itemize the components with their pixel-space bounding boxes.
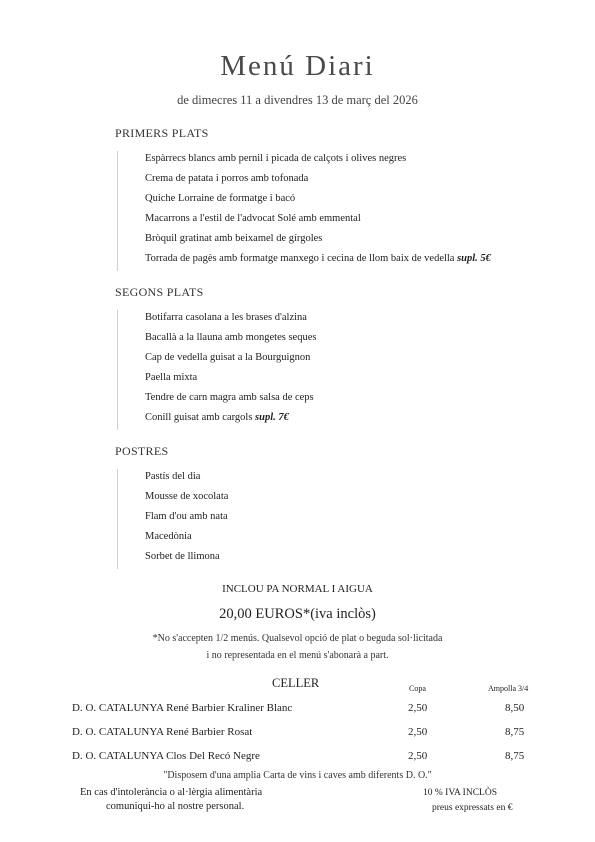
section-title-postres: POSTRES [115, 444, 169, 458]
dish-name: Cap de vedella guisat a la Bourguignon [145, 352, 311, 363]
dish-name: Macarrons a l'estil de l'advocat Solé amb emmental [145, 213, 361, 224]
dish-name: Flam d'ou amb nata [145, 511, 228, 522]
wine-name: D. O. CATALUNYA René Barbier Rosat [72, 726, 253, 738]
menu-dates: de dimecres 11 a divendres 13 de març del 2026 [177, 93, 418, 107]
supplement-price: supl. 7€ [255, 412, 289, 423]
list-item [145, 509, 228, 529]
section-title-primers: PRIMERS PLATS [115, 126, 209, 140]
list-item [145, 171, 491, 191]
list-item [145, 549, 228, 569]
list-item [145, 330, 316, 350]
dish-name: Torrada de pagès amb formatge manxego i cecina de llom baix de vedella [145, 253, 455, 264]
section-title-segons: SEGONS PLATS [115, 285, 204, 299]
dish-name: Conill guisat amb cargols [145, 412, 253, 423]
list-item [145, 231, 491, 251]
dish-name: Paella mixta [145, 372, 198, 383]
list-item [145, 370, 316, 390]
conditions-note-line1: *No s'accepten 1/2 menús. Qualsevol opció de plat o beguda sol·licitada [152, 633, 443, 644]
dish-name: Espàrrecs blancs amb pernil i picada de calçots i olives negres [145, 153, 407, 164]
list-item [145, 529, 228, 549]
currency-note: preus expressats en € [432, 803, 513, 813]
menu-title: Menú Diari [220, 50, 375, 82]
list-item [145, 469, 228, 489]
allergy-note-line1: En cas d'intolerància o al·lèrgia alimentària [80, 787, 263, 798]
supplement-price: supl. 5€ [457, 253, 491, 264]
column-header-copa: Copa [409, 684, 426, 693]
dish-name: Quiche Lorraine de formatge i bacó [145, 193, 296, 204]
wine-name: D. O. CATALUNYA René Barbier Kraliner Blanc [72, 702, 293, 714]
list-item [145, 390, 316, 410]
wine-price-ampolla: 8,50 [505, 702, 525, 714]
wine-price-copa: 2,50 [408, 726, 428, 738]
list-item [145, 350, 316, 370]
list-item [145, 251, 491, 271]
wine-price-ampolla: 8,75 [505, 750, 525, 762]
dish-name: Sorbet de llimona [145, 551, 220, 562]
dish-name: Tendre de carn magra amb salsa de ceps [145, 392, 314, 403]
cellar-title: CELLER [272, 676, 320, 690]
list-item [145, 410, 316, 430]
wine-price-copa: 2,50 [408, 750, 428, 762]
dish-name: Botifarra casolana a les brases d'alzina [145, 312, 307, 323]
dish-name: Bròquil gratinat amb beixamel de gírgoles [145, 233, 323, 244]
wine-price-copa: 2,50 [408, 702, 428, 714]
dish-name: Bacallà a la llauna amb mongetes seques [145, 332, 317, 343]
wine-price-ampolla: 8,75 [505, 726, 525, 738]
includes-note: INCLOU PA NORMAL I AIGUA [222, 583, 373, 595]
list-item [145, 489, 228, 509]
wine-name: D. O. CATALUNYA Clos Del Recó Negre [72, 750, 260, 762]
column-header-ampolla: Ampolla 3/4 [488, 684, 529, 693]
iva-note: 10 % IVA INCLÒS [423, 788, 497, 798]
menu-price: 20,00 EUROS*(iva inclòs) [219, 606, 376, 622]
list-item [145, 211, 491, 231]
wine-list-note: "Disposem d'una amplia Carta de vins i caves amb diferents D. O." [163, 770, 432, 781]
dish-name: Crema de patata i porros amb tofonada [145, 173, 309, 184]
list-item [145, 310, 316, 330]
dish-name: Mousse de xocolata [145, 491, 229, 502]
list-item [145, 151, 491, 171]
section-list-primers [117, 151, 491, 271]
dish-name: Macedònia [145, 531, 192, 542]
section-list-segons [117, 310, 316, 430]
section-list-postres [117, 469, 228, 569]
allergy-note-line2: comuniqui-ho al nostre personal. [106, 801, 245, 812]
list-item [145, 191, 491, 211]
dish-name: Pastís del dia [145, 471, 201, 482]
conditions-note-line2: i no representada en el menú s'abonarà a part. [206, 650, 389, 661]
